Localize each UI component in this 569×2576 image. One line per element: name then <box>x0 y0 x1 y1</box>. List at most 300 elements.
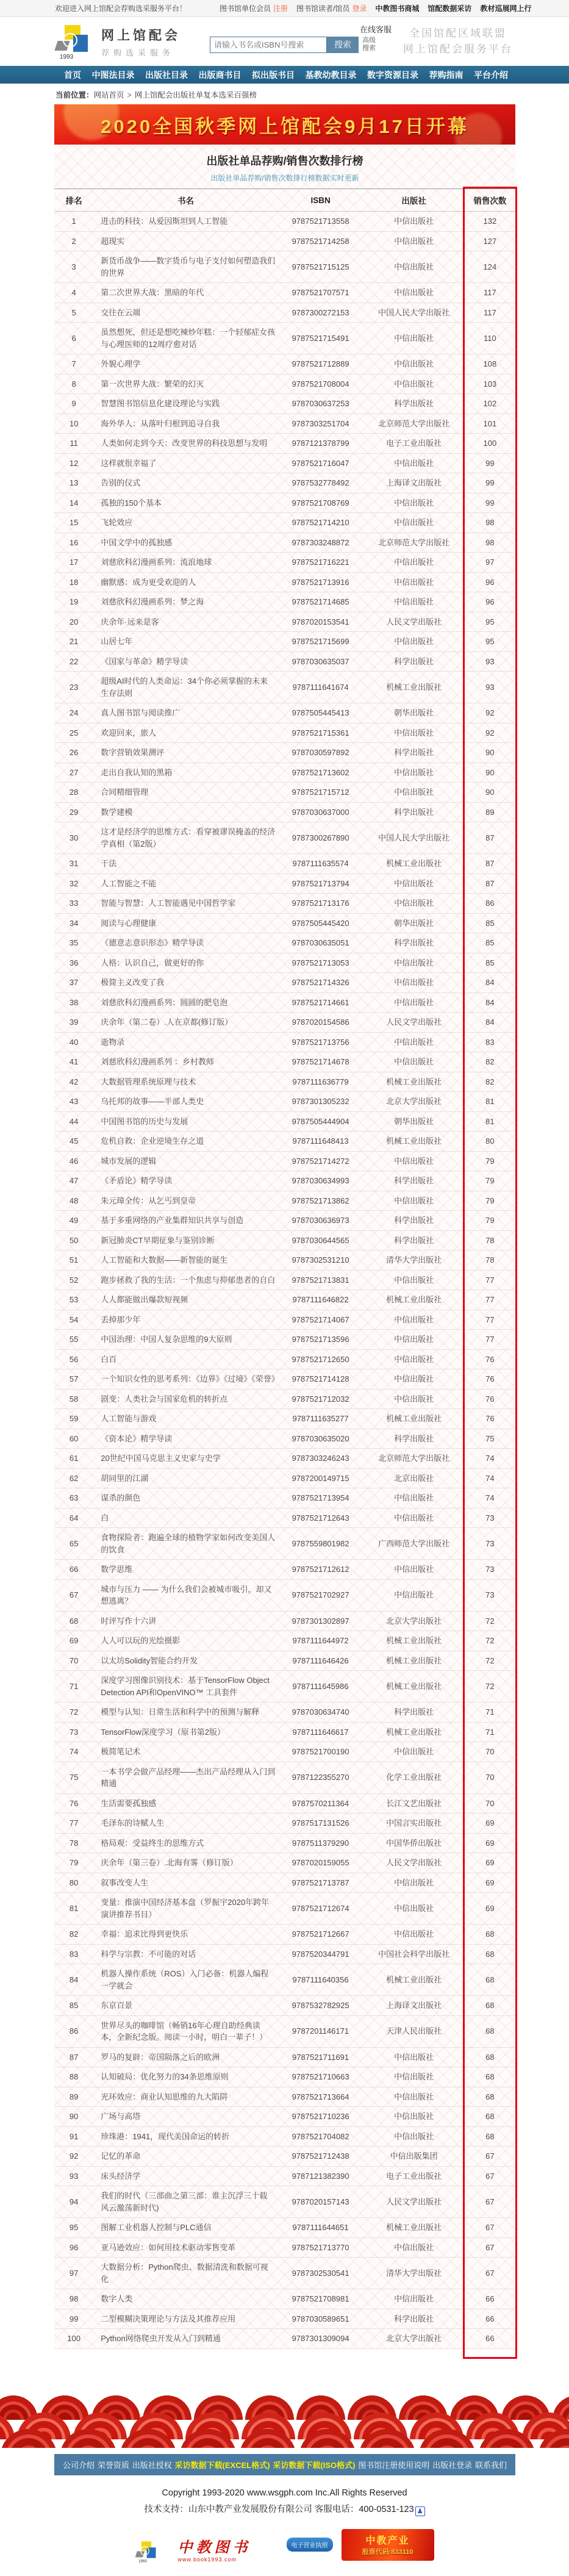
cell-title[interactable]: 危机自救：企业逆境生存之道 <box>93 1132 277 1152</box>
cell-title[interactable]: 山居七年 <box>93 632 277 652</box>
cell-publisher: 机械工业出版社 <box>363 1132 465 1152</box>
cell-title[interactable]: 走出自我认知的黑箱 <box>93 762 277 783</box>
cell-rank: 52 <box>54 1270 93 1290</box>
cell-isbn: 9787521712889 <box>278 354 363 375</box>
cell-title[interactable]: 超现实 <box>93 231 277 251</box>
cell-title[interactable]: 床头经济学 <box>93 2166 277 2186</box>
cell-title[interactable]: 庆余年（第三卷）.北海有雾（修订版） <box>93 1853 277 1873</box>
table-row <box>54 783 515 803</box>
table-row <box>54 1072 515 1092</box>
cell-sales: 87 <box>465 854 515 874</box>
cell-isbn: 9787111635277 <box>278 1409 363 1429</box>
cell-isbn: 9787111646426 <box>278 1651 363 1671</box>
cell-title[interactable]: 记忆的革命 <box>93 2147 277 2167</box>
cell-publisher: 化学工业出版社 <box>363 1762 465 1793</box>
cell-rank: 22 <box>54 651 93 672</box>
cell-rank: 51 <box>54 1250 93 1271</box>
cell-isbn: 9787521713602 <box>278 762 363 783</box>
ranking-subtitle: 出版社单品荐购/销售次数排行榜数据实时更新 <box>210 174 359 182</box>
cell-title[interactable]: 智能与智慧：人工智能遇见中国哲学家 <box>93 894 277 914</box>
cell-sales: 90 <box>465 762 515 783</box>
cell-title[interactable]: 20世纪中国马克思主义史家与史学 <box>93 1449 277 1469</box>
table-row <box>54 1111 515 1132</box>
cell-sales: 108 <box>465 354 515 375</box>
cell-isbn: 9787570211364 <box>278 1793 363 1814</box>
cell-rank: 6 <box>54 323 93 354</box>
footer-link[interactable]: 出版社授权 <box>132 2460 172 2470</box>
cell-sales: 69 <box>465 1814 515 1834</box>
cell-publisher: 中信出版社 <box>363 973 465 993</box>
cell-title[interactable]: 干法 <box>93 854 277 874</box>
table-row <box>54 1722 515 1742</box>
cell-sales: 74 <box>465 1449 515 1469</box>
cell-title[interactable]: 毛泽东的诗赋人生 <box>93 1814 277 1834</box>
cell-title[interactable]: 《国家与革命》精学导读 <box>93 651 277 672</box>
promo-banner[interactable] <box>54 104 515 145</box>
cell-sales: 71 <box>465 1702 515 1723</box>
cell-sales: 68 <box>465 1996 515 2016</box>
search-button[interactable]: 搜索 <box>327 37 359 53</box>
cell-title[interactable]: 跑步拯救了我的生活：一个焦虑与抑郁患者的自白 <box>93 1270 277 1290</box>
topbar-link[interactable]: 教材巡展网上行 <box>480 4 532 13</box>
nav-item[interactable]: 首页 <box>64 70 81 80</box>
cell-title[interactable]: 交往在云端 <box>93 303 277 323</box>
customer-service-icon[interactable]: ♟ <box>415 2506 425 2516</box>
nav-item[interactable]: 数字资源目录 <box>367 70 418 80</box>
cell-isbn: 9787111646617 <box>278 1722 363 1742</box>
cell-isbn: 9787505444904 <box>278 1111 363 1132</box>
topbar-link[interactable]: 馆配数据采访 <box>428 4 472 13</box>
cell-publisher: 中信出版社 <box>363 2237 465 2258</box>
table-row <box>54 1132 515 1152</box>
cell-title[interactable]: 庆余年·远来是客 <box>93 612 277 632</box>
cell-sales: 85 <box>465 953 515 973</box>
cell-publisher: 中信出版社 <box>363 2067 465 2087</box>
cell-publisher: 中信出版社 <box>363 1873 465 1893</box>
cell-title[interactable]: 幸福：追求比得到更快乐 <box>93 1925 277 1945</box>
cell-rank: 20 <box>54 612 93 632</box>
cell-isbn: 9787020157143 <box>278 2186 363 2218</box>
cell-sales: 83 <box>465 1032 515 1052</box>
cell-sales: 82 <box>465 1052 515 1072</box>
cell-publisher: 中信出版社 <box>363 1508 465 1528</box>
cell-sales: 69 <box>465 1833 515 1853</box>
table-row <box>54 703 515 723</box>
cell-publisher: 中信出版社 <box>363 212 465 232</box>
cell-publisher: 机械工业出版社 <box>363 1409 465 1429</box>
cell-title[interactable]: 《资本论》精学导读 <box>93 1429 277 1449</box>
cell-title[interactable]: 我们的时代（三部曲之第三部：谁主沉浮三十载 风云激荡新时代) <box>93 2186 277 2218</box>
cell-isbn: 9787122355270 <box>278 1762 363 1793</box>
cell-title[interactable]: 欢迎回来，旅人 <box>93 723 277 743</box>
cell-title[interactable]: 时评写作十六讲 <box>93 1611 277 1631</box>
book1993-logo-mark-icon <box>135 2541 160 2563</box>
cell-title[interactable]: 数学建模 <box>93 802 277 822</box>
nav-item[interactable]: 基教幼教目录 <box>305 70 357 80</box>
cell-sales: 95 <box>465 632 515 652</box>
cell-isbn: 9787300272153 <box>278 303 363 323</box>
cell-title[interactable]: 新冠肺炎CT早期征象与鉴别诊断 <box>93 1230 277 1250</box>
cell-title[interactable]: 外貌心理学 <box>93 354 277 375</box>
nav-item[interactable]: 出版商书目 <box>198 70 242 80</box>
cell-isbn: 9787505445413 <box>278 703 363 723</box>
cell-title[interactable]: 城市发展的逻辑 <box>93 1151 277 1171</box>
cell-rank: 25 <box>54 723 93 743</box>
cell-sales: 66 <box>465 2289 515 2309</box>
cell-isbn: 9787521713794 <box>278 874 363 894</box>
copyright-block <box>0 2485 569 2519</box>
cell-publisher: 上海译文出版社 <box>363 1996 465 2016</box>
cell-title[interactable]: 叙事改变人生 <box>93 1873 277 1893</box>
table-row <box>54 1349 515 1369</box>
table-row <box>54 1964 515 1996</box>
cell-publisher: 中信出版社 <box>363 1925 465 1945</box>
cell-isbn: 9787303246243 <box>278 1449 363 1469</box>
cell-isbn: 9787111641674 <box>278 672 363 703</box>
cell-rank: 65 <box>54 1528 93 1560</box>
ranking-title: 出版社单品荐购/销售次数排行榜 <box>206 155 363 167</box>
cell-title[interactable]: 人工智能和大数据——新智能的诞生 <box>93 1250 277 1271</box>
table-row <box>54 453 515 473</box>
table-row <box>54 493 515 513</box>
cell-isbn: 9787030635051 <box>278 933 363 953</box>
cell-title[interactable]: 珍珠港：1941，现代美国命运的转折 <box>93 2126 277 2147</box>
cell-title[interactable]: 超级AI时代的人类命运：34个你必须掌握的未来生存法则 <box>93 672 277 703</box>
slogan-line1: 全国馆配区域联盟 <box>409 27 507 39</box>
cell-title[interactable]: 数字人类 <box>93 2289 277 2309</box>
cell-sales: 79 <box>465 1211 515 1231</box>
cell-sales: 82 <box>465 1072 515 1092</box>
cell-title[interactable]: 食物探险者：跑遍全球的植物学家如何改变美国人的饮食 <box>93 1528 277 1560</box>
cell-sales: 132 <box>465 212 515 232</box>
topbar-link[interactable]: 图书馆读者/馆员 <box>296 4 350 13</box>
cell-title[interactable]: 深度学习图像识别技术：基于TensorFlow Object Detection API和OpenVINO™ 工具套件 <box>93 1671 277 1702</box>
cell-title[interactable]: 数字营销效果测评 <box>93 743 277 763</box>
footer-link[interactable]: 图书馆注册使用说明 <box>358 2460 430 2470</box>
table-row <box>54 933 515 953</box>
cell-title[interactable]: 谋杀的颜色 <box>93 1488 277 1509</box>
cell-publisher: 中信出版社 <box>363 1191 465 1211</box>
topbar-link[interactable]: 登录 <box>352 4 367 13</box>
cell-title[interactable]: 《矛盾论》精学导读 <box>93 1171 277 1191</box>
cell-publisher: 科学出版社 <box>363 743 465 763</box>
cell-publisher: 中信出版社 <box>363 1310 465 1330</box>
cell-title[interactable]: 基于多重网络的产业集群知识共享与创造 <box>93 1211 277 1231</box>
cell-title[interactable]: 科学与宗教：不可能的对话 <box>93 1944 277 1964</box>
cell-publisher: 机械工业出版社 <box>363 1290 465 1310</box>
cell-title[interactable]: 大数据分析：Python爬虫、数据清洗和数据可视化 <box>93 2258 277 2289</box>
cell-title[interactable]: 白百 <box>93 1349 277 1369</box>
cell-title[interactable]: 第一次世界大战：繁荣的幻灭 <box>93 374 277 394</box>
nav-item[interactable]: 拟出版书目 <box>252 70 295 80</box>
cell-rank: 73 <box>54 1722 93 1742</box>
topbar-link[interactable]: 图书馆单位会员 <box>220 4 271 13</box>
cell-rank: 34 <box>54 913 93 933</box>
cell-sales: 68 <box>465 2126 515 2147</box>
table-row <box>54 1250 515 1271</box>
cell-title[interactable]: 一本书学会做产品经理——杰出产品经理从入门到精通 <box>93 1762 277 1793</box>
cell-title[interactable]: 广场与高塔 <box>93 2107 277 2127</box>
cell-title[interactable]: 幽默感：成为更受欢迎的人 <box>93 572 277 592</box>
cell-sales: 86 <box>465 894 515 914</box>
table-row <box>54 1032 515 1052</box>
table-row <box>54 2329 515 2349</box>
cell-title[interactable]: 大数据管理系统原理与技术 <box>93 1072 277 1092</box>
cell-title[interactable]: 进击的科技：从爱因斯坦到人工智能 <box>93 212 277 232</box>
cell-rank: 74 <box>54 1742 93 1762</box>
cell-publisher: 科学出版社 <box>363 394 465 414</box>
cell-rank: 63 <box>54 1488 93 1509</box>
cell-title[interactable]: Python网络爬虫开发从入门到精通 <box>93 2329 277 2349</box>
cell-title[interactable]: 阅读与心理健康 <box>93 913 277 933</box>
footer-link[interactable]: 荣誉资质 <box>97 2460 129 2470</box>
cell-title[interactable]: 告别的仪式 <box>93 473 277 493</box>
cell-rank: 64 <box>54 1508 93 1528</box>
footer-link[interactable]: 联系我们 <box>474 2460 507 2470</box>
search-area <box>210 24 392 53</box>
cell-rank: 70 <box>54 1651 93 1671</box>
cell-rank: 33 <box>54 894 93 914</box>
logo-year: 1993 <box>60 54 74 60</box>
cell-sales: 127 <box>465 231 515 251</box>
cell-title[interactable]: 极简笔记术 <box>93 1742 277 1762</box>
cell-title[interactable]: 合同精细管理 <box>93 783 277 803</box>
stock-banner-title: 中教产业 <box>365 2536 410 2547</box>
cell-title[interactable]: 极简主义改变了我 <box>93 973 277 993</box>
main-nav-bar <box>0 66 569 84</box>
cell-rank: 53 <box>54 1290 93 1310</box>
cell-isbn: 9787111646822 <box>278 1290 363 1310</box>
cell-isbn: 9787521713787 <box>278 1873 363 1893</box>
cell-sales: 76 <box>465 1369 515 1390</box>
cell-rank: 41 <box>54 1052 93 1072</box>
cell-title[interactable]: 胡同里的江湖 <box>93 1468 277 1488</box>
table-row <box>54 2258 515 2289</box>
table-row <box>54 632 515 652</box>
cell-title[interactable]: 丢掉那少年 <box>93 1310 277 1330</box>
stock-code-banner[interactable] <box>342 2529 434 2561</box>
national-emblem-icon <box>260 2535 278 2555</box>
cell-isbn: 9787532778492 <box>278 473 363 493</box>
cell-title[interactable]: 人人可以玩的光绘摄影 <box>93 1631 277 1651</box>
cell-title[interactable]: 中国治理：中国人复杂思维的9大原则 <box>93 1330 277 1350</box>
online-service-link[interactable]: 在线客服 <box>360 24 392 34</box>
red-cloud-decoration <box>0 2370 569 2448</box>
cell-title[interactable]: 第二次世界大战：黑暗的年代 <box>93 283 277 303</box>
cell-publisher: 中信出版社 <box>363 1893 465 1925</box>
cell-rank: 79 <box>54 1853 93 1873</box>
cell-title[interactable]: 刘慈欣科幻漫画系列：流浪地球 <box>93 553 277 573</box>
cell-title[interactable]: 庆余年（第二卷）.人在京都(修订版） <box>93 1013 277 1033</box>
cell-isbn: 9787111636779 <box>278 1072 363 1092</box>
cell-isbn: 9787521716221 <box>278 553 363 573</box>
cell-publisher: 科学出版社 <box>363 1211 465 1231</box>
footer-link[interactable]: 公司介绍 <box>63 2460 95 2470</box>
cell-sales: 67 <box>465 2237 515 2258</box>
table-row <box>54 1579 515 1611</box>
table-row <box>54 283 515 303</box>
book1993-logo[interactable] <box>135 2527 251 2563</box>
cell-sales: 73 <box>465 1579 515 1611</box>
cell-publisher: 上海译文出版社 <box>363 473 465 493</box>
cell-title[interactable]: 乌托邦的故事——半部人类史 <box>93 1092 277 1112</box>
cell-title[interactable]: 智慧图书馆信息化建设理论与实践 <box>93 394 277 414</box>
table-row <box>54 1702 515 1723</box>
nav-item[interactable]: 平台介绍 <box>474 70 508 80</box>
cell-title[interactable]: 新货币战争——数字货币与电子支付如何塑造我们的世界 <box>93 251 277 283</box>
cell-title[interactable]: 这样就很幸福了 <box>93 453 277 473</box>
cell-publisher: 清华大学出版社 <box>363 1250 465 1271</box>
cell-sales: 71 <box>465 1722 515 1742</box>
cell-title[interactable]: 海外华人：从落叶归根到追寻自我 <box>93 414 277 434</box>
table-row <box>54 1230 515 1250</box>
cell-title[interactable]: 这才是经济学的思维方式：看穿被谬误掩盖的经济学真相（第2版） <box>93 822 277 854</box>
table-row <box>54 1853 515 1873</box>
cell-isbn: 9787521712650 <box>278 1349 363 1369</box>
table-row <box>54 913 515 933</box>
cell-title[interactable]: 真人图书馆与阅读推广 <box>93 703 277 723</box>
cell-rank: 96 <box>54 2237 93 2258</box>
table-row <box>54 1171 515 1191</box>
cell-title[interactable]: 刘慈欣科幻漫画系列：梦之海 <box>93 592 277 612</box>
cell-title[interactable]: 《德意志意识形态》精学导读 <box>93 933 277 953</box>
cell-publisher: 中信出版社 <box>363 1270 465 1290</box>
table-row <box>54 572 515 592</box>
cell-isbn: 9787030597892 <box>278 743 363 763</box>
cell-title[interactable]: 机器人操作系统（ROS）入门必备：机器人编程一学就会 <box>93 1964 277 1996</box>
cell-title[interactable]: 生活需要孤独感 <box>93 1793 277 1814</box>
breadcrumb-home-link[interactable]: 网站首页 <box>93 91 124 99</box>
table-row <box>54 374 515 394</box>
cell-rank: 83 <box>54 1944 93 1964</box>
col-header-sales: 销售次数 <box>465 189 515 212</box>
table-row <box>54 1191 515 1211</box>
cell-title[interactable]: 剧变：人类社会与国家危机的转折点 <box>93 1389 277 1409</box>
cell-title[interactable]: 格局观：受益终生的思维方式 <box>93 1833 277 1853</box>
cell-title[interactable]: 世界尽头的咖啡馆（畅销16年心理自助经典读本，全新纪念版。阅读一小时，明白一辈子！） <box>93 2015 277 2047</box>
table-row <box>54 1742 515 1762</box>
cell-title[interactable]: 数学思维 <box>93 1560 277 1580</box>
cell-title[interactable]: 刘慈欣科幻漫画系列 ：乡村教师 <box>93 1052 277 1072</box>
cell-title[interactable]: 人类如何走到今天：改变世界的科技思想与发明 <box>93 434 277 454</box>
logo-subtitle: 荐购选采服务 <box>101 48 175 57</box>
e-business-license-badge[interactable]: 电子营业执照 <box>287 2538 333 2552</box>
cell-sales: 81 <box>465 1111 515 1132</box>
cell-rank: 87 <box>54 2047 93 2067</box>
cell-title[interactable]: 朱元璋全传：从乞丐到皇帝 <box>93 1191 277 1211</box>
table-row <box>54 1409 515 1429</box>
cell-sales: 78 <box>465 1250 515 1271</box>
cell-publisher: 中信出版社 <box>363 354 465 375</box>
cell-publisher: 人民文学出版社 <box>363 612 465 632</box>
advanced-search-line1: 高级 <box>362 37 376 45</box>
cell-title[interactable]: 图解工业机器人控制与PLC通信 <box>93 2218 277 2238</box>
cell-isbn: 9787300267890 <box>278 822 363 854</box>
cell-rank: 7 <box>54 354 93 375</box>
cell-title[interactable]: 亚马逊效应：如何用技术驱动零售变革 <box>93 2237 277 2258</box>
cell-rank: 45 <box>54 1132 93 1152</box>
cell-publisher: 中信出版社 <box>363 1032 465 1052</box>
cell-title[interactable]: 白 <box>93 1508 277 1528</box>
cell-sales: 68 <box>465 2107 515 2127</box>
cell-title[interactable]: 罗马的复辟：帝国陨落之后的欧洲 <box>93 2047 277 2067</box>
table-row <box>54 1528 515 1560</box>
cell-title[interactable]: 光环效应：商业认知思维的九大陷阱 <box>93 2087 277 2107</box>
cell-title[interactable]: 中国图书馆的历史与发展 <box>93 1111 277 1132</box>
cell-sales: 96 <box>465 572 515 592</box>
site-logo[interactable] <box>55 24 181 59</box>
cell-title[interactable]: TensorFlow深度学习（原书第2版） <box>93 1722 277 1742</box>
nav-item[interactable]: 中图法目录 <box>91 70 135 80</box>
footer-link[interactable]: 采访数据下载(ISO格式) <box>273 2460 356 2470</box>
cell-sales: 95 <box>465 612 515 632</box>
cell-title[interactable]: 刘慈欣科幻漫画系列：圆圆的肥皂泡 <box>93 992 277 1013</box>
cell-sales: 68 <box>465 1964 515 1996</box>
cell-sales: 93 <box>465 651 515 672</box>
footer-link-bar <box>54 2454 515 2475</box>
cell-publisher: 科学出版社 <box>363 802 465 822</box>
cell-title[interactable]: 逝物录 <box>93 1032 277 1052</box>
cell-title[interactable]: 人工智能与游戏 <box>93 1409 277 1429</box>
nav-item[interactable]: 出版社目录 <box>145 70 188 80</box>
breadcrumb-prefix: 当前位置： <box>55 91 94 99</box>
table-row <box>54 1873 515 1893</box>
footer-link[interactable]: 出版社登录 <box>432 2460 473 2470</box>
cell-title[interactable]: 模型与认知：日常生活和科学中的预测与解释 <box>93 1702 277 1723</box>
cell-title[interactable]: 虽然想死，但还是想吃辣炒年糕：一个轻郁症女孩与心理医师的12周疗愈对话 <box>93 323 277 354</box>
cell-title[interactable]: 人工智能之不能 <box>93 874 277 894</box>
topbar-link[interactable]: 注册 <box>273 4 288 13</box>
topbar-link[interactable]: 中教图书商城 <box>375 4 420 13</box>
cell-title[interactable]: 人人都能做出爆款短视频 <box>93 1290 277 1310</box>
cell-title[interactable]: 人格：认识自己，做更好的你 <box>93 953 277 973</box>
nav-item[interactable]: 荐购指南 <box>429 70 463 80</box>
advanced-search-link[interactable] <box>362 37 376 52</box>
table-row <box>54 2087 515 2107</box>
cell-title[interactable]: 城市与压力 —— 为什么我们会被城市吸引，却又想逃离？ <box>93 1579 277 1611</box>
cell-title[interactable]: 东京百景 <box>93 1996 277 2016</box>
cell-sales: 72 <box>465 1651 515 1671</box>
cell-sales: 99 <box>465 493 515 513</box>
cell-rank: 29 <box>54 802 93 822</box>
footer-link[interactable]: 采访数据下载(EXCEL格式) <box>174 2460 270 2470</box>
cell-title[interactable]: 二型模糊决策理论与方法及其推荐应用 <box>93 2309 277 2329</box>
cell-rank: 68 <box>54 1611 93 1631</box>
cell-isbn: 9787121378799 <box>278 434 363 454</box>
cell-title[interactable]: 中国文学中的孤独感 <box>93 533 277 553</box>
cell-title[interactable]: 飞轮效应 <box>93 513 277 533</box>
cell-isbn: 9787521713770 <box>278 2237 363 2258</box>
search-input[interactable] <box>210 37 327 53</box>
table-row <box>54 1449 515 1469</box>
cell-sales: 77 <box>465 1330 515 1350</box>
cell-rank: 50 <box>54 1230 93 1250</box>
cell-isbn: 9787521712643 <box>278 1508 363 1528</box>
cell-isbn: 9787532782925 <box>278 1996 363 2016</box>
cell-isbn: 9787030644565 <box>278 1230 363 1250</box>
cell-title[interactable]: 一个知识女性的思考系列：《边界》《过境》《荣誉》 <box>93 1369 277 1390</box>
cell-title[interactable]: 以太坊Solidity智能合约开发 <box>93 1651 277 1671</box>
cell-sales: 67 <box>465 2147 515 2167</box>
cell-publisher: 中信出版社 <box>363 493 465 513</box>
table-row <box>54 1893 515 1925</box>
cell-rank: 85 <box>54 1996 93 2016</box>
cell-isbn: 9787521708769 <box>278 493 363 513</box>
cell-title[interactable]: 认知破局：优化努力的34条思维原则 <box>93 2067 277 2087</box>
cell-title[interactable]: 孤独的150个基本 <box>93 493 277 513</box>
cell-title[interactable]: 变量：推演中国经济基本盘（罗振宇2020年跨年演讲推荐书目） <box>93 1893 277 1925</box>
cell-rank: 35 <box>54 933 93 953</box>
